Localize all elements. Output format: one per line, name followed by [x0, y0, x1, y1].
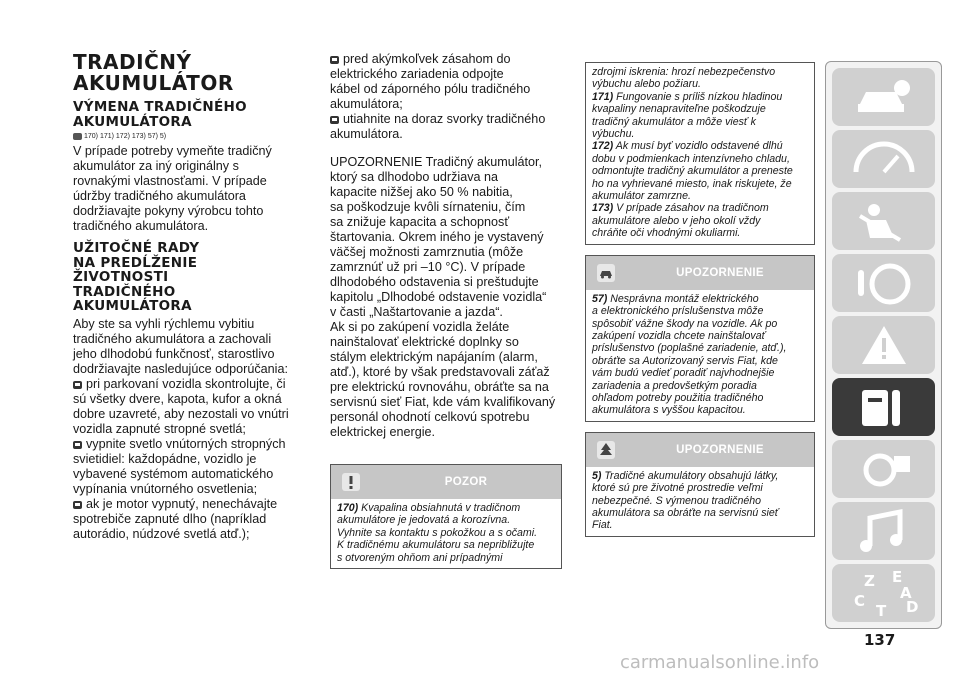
note-line — [592, 190, 808, 202]
bullet-text: autorádio, núdzové svetlá atď.); — [73, 526, 250, 541]
text-line: rovnakými vlastnosťami. V prípade — [73, 174, 267, 188]
note-line — [337, 514, 555, 526]
warning-references: 170) 171) 172) 173) 57) 5) — [73, 132, 308, 142]
note-text: dobu v podmienkach intenzívneho chladu, — [592, 152, 790, 165]
svg-text:E: E — [892, 568, 903, 586]
text-line: Ak si po zakúpení vozidla želáte — [330, 320, 510, 334]
bullet-line — [330, 67, 562, 82]
bullet-text: kábel od záporného pólu tradičného — [330, 82, 531, 96]
upozornenie-text-1 — [586, 290, 814, 421]
note-line — [592, 116, 808, 128]
note-text: zariadenia a predovšetkým poradia — [592, 379, 757, 392]
upozornenie-box-1 — [585, 255, 815, 422]
note-text: Fiat. — [592, 519, 613, 532]
note-line — [592, 318, 808, 330]
bullet-list-continued — [330, 52, 562, 142]
dashboard-icon[interactable] — [830, 128, 937, 190]
bullet-line — [73, 482, 308, 497]
text-line: štartovania. Okrem iného je vystavený — [330, 230, 544, 244]
note-line — [592, 202, 808, 214]
svg-text:A: A — [900, 584, 912, 602]
paragraph-tips — [73, 317, 308, 377]
note-line — [592, 519, 808, 531]
text-line: sa poškodzuje kvôli sírnateniu, čím — [330, 200, 526, 214]
bullet-line — [73, 422, 308, 437]
text-line: elektrickej energie. — [330, 425, 435, 439]
bullet-text: vypnite svetlo vnútorných stropných — [86, 436, 286, 451]
bullet-icon — [73, 381, 82, 389]
text-line: nainštalovať elektrické doplnky so — [330, 335, 519, 349]
text-line: väčšej možnosti zamrznutia (môže — [330, 245, 524, 259]
svg-text:D: D — [906, 598, 919, 616]
note-line — [592, 293, 808, 305]
note-line: zdrojmi iskrenia: hrozí nebezpečenstvo — [592, 66, 776, 78]
note-line — [337, 527, 555, 539]
text-line: V prípade potreby vymeňte tradičný — [73, 144, 272, 158]
note-line — [592, 355, 808, 367]
chapter-sidebar — [825, 61, 942, 629]
note-text: Ak musí byť vozidlo odstavené dlhú — [615, 140, 783, 153]
pozor-box-continued — [585, 62, 815, 245]
note-text: kvapaliny nenapraviteľne poškodzuje — [592, 103, 766, 116]
note-line — [592, 507, 808, 519]
heading-line: NA PREDĹŽENIE — [73, 254, 198, 271]
note-text: K tradičnému akumulátoru sa nepribližujte — [337, 539, 535, 552]
column-2 — [330, 52, 562, 569]
bullet-line — [73, 392, 308, 407]
note-text: tradičný akumulátor a môže viesť k — [592, 115, 756, 128]
bullet-text: ak je motor vypnutý, nenechávajte — [86, 496, 278, 511]
note-text: vám budú vedieť poradiť najvhodnejšie — [592, 367, 775, 380]
bullet-line — [73, 377, 308, 392]
text-line: pre elektrickú rovnováhu, obráťte sa na — [330, 380, 549, 394]
note-line — [592, 482, 808, 494]
svg-text:C: C — [854, 592, 866, 610]
note-line — [592, 330, 808, 342]
text-line: ktorý sa dlhodobo udržiava na — [330, 170, 499, 184]
heading-line: AKUMULÁTORA — [73, 298, 192, 314]
bullet-line — [73, 527, 308, 542]
heading-line: UŽITOČNÉ RADY — [73, 240, 200, 256]
text-line: údržby tradičného akumulátora — [73, 189, 246, 203]
bullet-icon — [330, 56, 339, 64]
safety-icon[interactable] — [830, 190, 937, 252]
text-line: UPOZORNENIE Tradičný akumulátor, — [330, 155, 543, 169]
bullet-list — [73, 377, 308, 542]
note-line — [592, 367, 808, 379]
note-text: odmontujte tradičný akumulátor a preneste — [592, 165, 793, 178]
note-line — [592, 178, 808, 190]
emergency-icon[interactable] — [830, 314, 937, 376]
note-line — [592, 165, 808, 177]
note-text: akumulátore je jedovatá a korozívna. — [337, 514, 511, 527]
pozor-text — [331, 499, 561, 568]
note-text: Fungovanie s príliš nízkou hladinou — [616, 90, 783, 103]
text-line: kapacite nižšej ako 50 % nabitia, — [330, 185, 513, 199]
multimedia-icon[interactable] — [830, 500, 937, 562]
note-line — [592, 103, 808, 115]
bullet-text: dobre uzavreté, aby nezostali vo vnútri — [73, 406, 289, 421]
column-1 — [73, 52, 308, 542]
bullet-text: pred akýmkoľvek zásahom do — [343, 52, 511, 66]
text-line: dlhodobého odstavenia si preštudujte — [330, 275, 539, 289]
text-line: dodržiavajte pokyny výrobcu tohto — [73, 204, 264, 218]
bullet-line — [330, 52, 562, 67]
note-text: spôsobiť vážne škody na vozidle. Ak po — [592, 317, 778, 330]
note-line — [592, 495, 808, 507]
bullet-text: utiahnite na doraz svorky tradičného — [343, 112, 546, 126]
text-line: dodržiavajte nasledujúce odporúčania: — [73, 361, 288, 376]
bullet-text: vybavené systémom automatického — [73, 466, 274, 481]
note-line — [592, 470, 808, 482]
pozor-box — [330, 464, 562, 569]
warning-icon — [73, 133, 82, 140]
text-line: tradičného akumulátora a zachovali — [73, 331, 272, 346]
note-text: s otvoreným ohňom ani prípadnými — [337, 551, 503, 564]
page-number: 137 — [864, 631, 896, 649]
technical-data-icon[interactable] — [830, 438, 937, 500]
note-line — [592, 153, 808, 165]
note-text: Kvapalina obsiahnutá v tradičnom — [361, 502, 521, 514]
text-line: kapitolu „Dlhodobé odstavenie vozidla“ — [330, 290, 547, 304]
note-line — [592, 342, 808, 354]
text-line: servisnú sieť Fiat, kde vám kvalifikovaný — [330, 395, 556, 409]
note-line — [592, 404, 808, 416]
svg-text:T: T — [876, 602, 887, 620]
paragraph-notice — [330, 155, 562, 440]
bullet-line — [73, 407, 308, 422]
text-line: stálym elektrickým napájaním (alarm, — [330, 350, 538, 364]
text-line: Aby ste sa vyhli rýchlemu vybitiu — [73, 316, 255, 331]
section-heading-replacement: VÝMENA TRADIČNÉHO AKUMULÁTORA — [73, 99, 247, 130]
note-line — [592, 91, 808, 103]
note-text: zakúpení vozidla chcete nainštalovať — [592, 329, 766, 342]
bullet-text: sú všetky dvere, kapota, kufor a okná — [73, 391, 282, 406]
note-number: 171) — [592, 90, 614, 103]
index-icon[interactable] — [830, 562, 937, 624]
note-text: Vyhnite sa kontaktu s pokožkou a s očami. — [337, 526, 538, 539]
bullet-text: elektrického zariadenia odpojte — [330, 67, 504, 81]
bullet-line — [73, 437, 308, 452]
bullet-line — [73, 497, 308, 512]
chapter-title: TRADIČNÝ AKUMULÁTOR — [73, 50, 234, 95]
text-line: tradičného akumulátora. — [73, 219, 209, 233]
note-number: 170) — [337, 502, 359, 514]
note-line — [337, 552, 555, 564]
bullet-icon — [73, 441, 82, 449]
note-text: V prípade zásahov na tradičnom — [616, 202, 769, 215]
paragraph-replacement — [73, 144, 308, 234]
bullet-line — [330, 112, 562, 127]
note-number: 57) — [592, 292, 608, 305]
note-line — [337, 502, 555, 514]
note-text: chráňte oči vhodnými okuliarmi. — [592, 227, 741, 240]
heading-line: ŽIVOTNOSTI — [73, 269, 169, 285]
bullet-line — [73, 512, 308, 527]
pozor-banner: POZOR — [331, 465, 561, 499]
bullet-text: vypínania vnútorného osvetlenia; — [73, 481, 258, 496]
bullet-icon — [73, 501, 82, 509]
note-line — [592, 380, 808, 392]
watermark: carmanualsonline.info — [620, 652, 820, 673]
starting-driving-icon[interactable] — [830, 252, 937, 314]
bullet-text: vozidla zapnuté stropné svetlá; — [73, 421, 246, 436]
note-text: Tradičné akumulátory obsahujú látky, — [604, 469, 779, 482]
note-line — [592, 392, 808, 404]
note-number: 173) — [592, 202, 614, 215]
note-line: výbuchu alebo požiaru. — [592, 78, 701, 91]
note-text: a elektronického príslušenstva môže — [592, 305, 764, 318]
heading-line: TRADIČNÉHO — [73, 283, 176, 300]
note-line — [592, 215, 808, 227]
note-number: 172) — [592, 140, 614, 153]
bullet-text: akumulátora. — [330, 127, 403, 141]
note-line — [592, 140, 808, 152]
bullet-line — [73, 452, 308, 467]
note-line — [592, 128, 808, 140]
car-info-icon[interactable] — [830, 66, 937, 128]
upozornenie-banner-1: UPOZORNENIE — [586, 256, 814, 290]
note-text: obráťte sa Autorizovaný servis Fiat, kde — [592, 354, 778, 367]
bullet-text: akumulátora; — [330, 97, 403, 111]
note-line — [592, 305, 808, 317]
bullet-line — [330, 97, 562, 112]
text-line: zamrznúť už pri –10 °C). V prípade — [330, 260, 526, 274]
note-text: ohľadom potreby použitia tradičného — [592, 391, 764, 404]
note-text: akumulátor zamrzne. — [592, 190, 691, 203]
bullet-line — [73, 467, 308, 482]
bullet-icon — [330, 116, 339, 124]
note-text: výbuchu. — [592, 128, 635, 141]
note-text: akumulátora s vyššou kapacitou. — [592, 404, 746, 417]
note-text: akumulátore alebo v jeho okolí vždy — [592, 214, 761, 227]
upozornenie-box-2 — [585, 432, 815, 537]
text-line: sa znižuje kapacita a schopnosť — [330, 215, 510, 229]
maintenance-icon[interactable] — [830, 376, 937, 438]
note-text: príslušenstvo (poplašné zariadenie, atď.), — [592, 342, 787, 355]
bullet-line — [330, 127, 562, 142]
note-text: ho na vyhrievané miesto, inak riskujete, že — [592, 177, 792, 190]
column-3 — [585, 52, 815, 537]
pozor-notes — [586, 63, 814, 244]
upozornenie-text-2 — [586, 467, 814, 536]
bullet-text: svietidiel: každopádne, vozidlo je — [73, 451, 257, 466]
note-number: 5) — [592, 469, 602, 482]
note-text: Nesprávna montáž elektrického — [610, 292, 759, 305]
upozornenie-banner-2: UPOZORNENIE — [586, 433, 814, 467]
text-line: v časti „Naštartovanie a jazda“. — [330, 305, 503, 319]
note-text: ktoré sú pre životné prostredie veľmi — [592, 482, 763, 495]
bullet-line — [330, 82, 562, 97]
text-line: akumulátor za iný originálny s — [73, 159, 239, 173]
bullet-text: pri parkovaní vozidla skontrolujte, či — [86, 376, 286, 391]
svg-text:Z: Z — [864, 572, 875, 590]
text-line: personál ohodnotí celkovú spotrebu — [330, 410, 530, 424]
bullet-text: spotrebiče zapnuté dlho (napríklad — [73, 511, 267, 526]
text-line: jeho dlhodobú funkčnosť, starostlivo — [73, 346, 275, 361]
note-text: akumulátora sa obráťte na servisnú sieť — [592, 506, 779, 519]
section-heading-tips — [73, 241, 308, 314]
note-line — [337, 539, 555, 551]
text-line: atď.), ktoré by však predstavovali záťaž — [330, 365, 550, 379]
note-line — [592, 227, 808, 239]
note-text: nebezpečné. S výmenou tradičného — [592, 494, 762, 507]
